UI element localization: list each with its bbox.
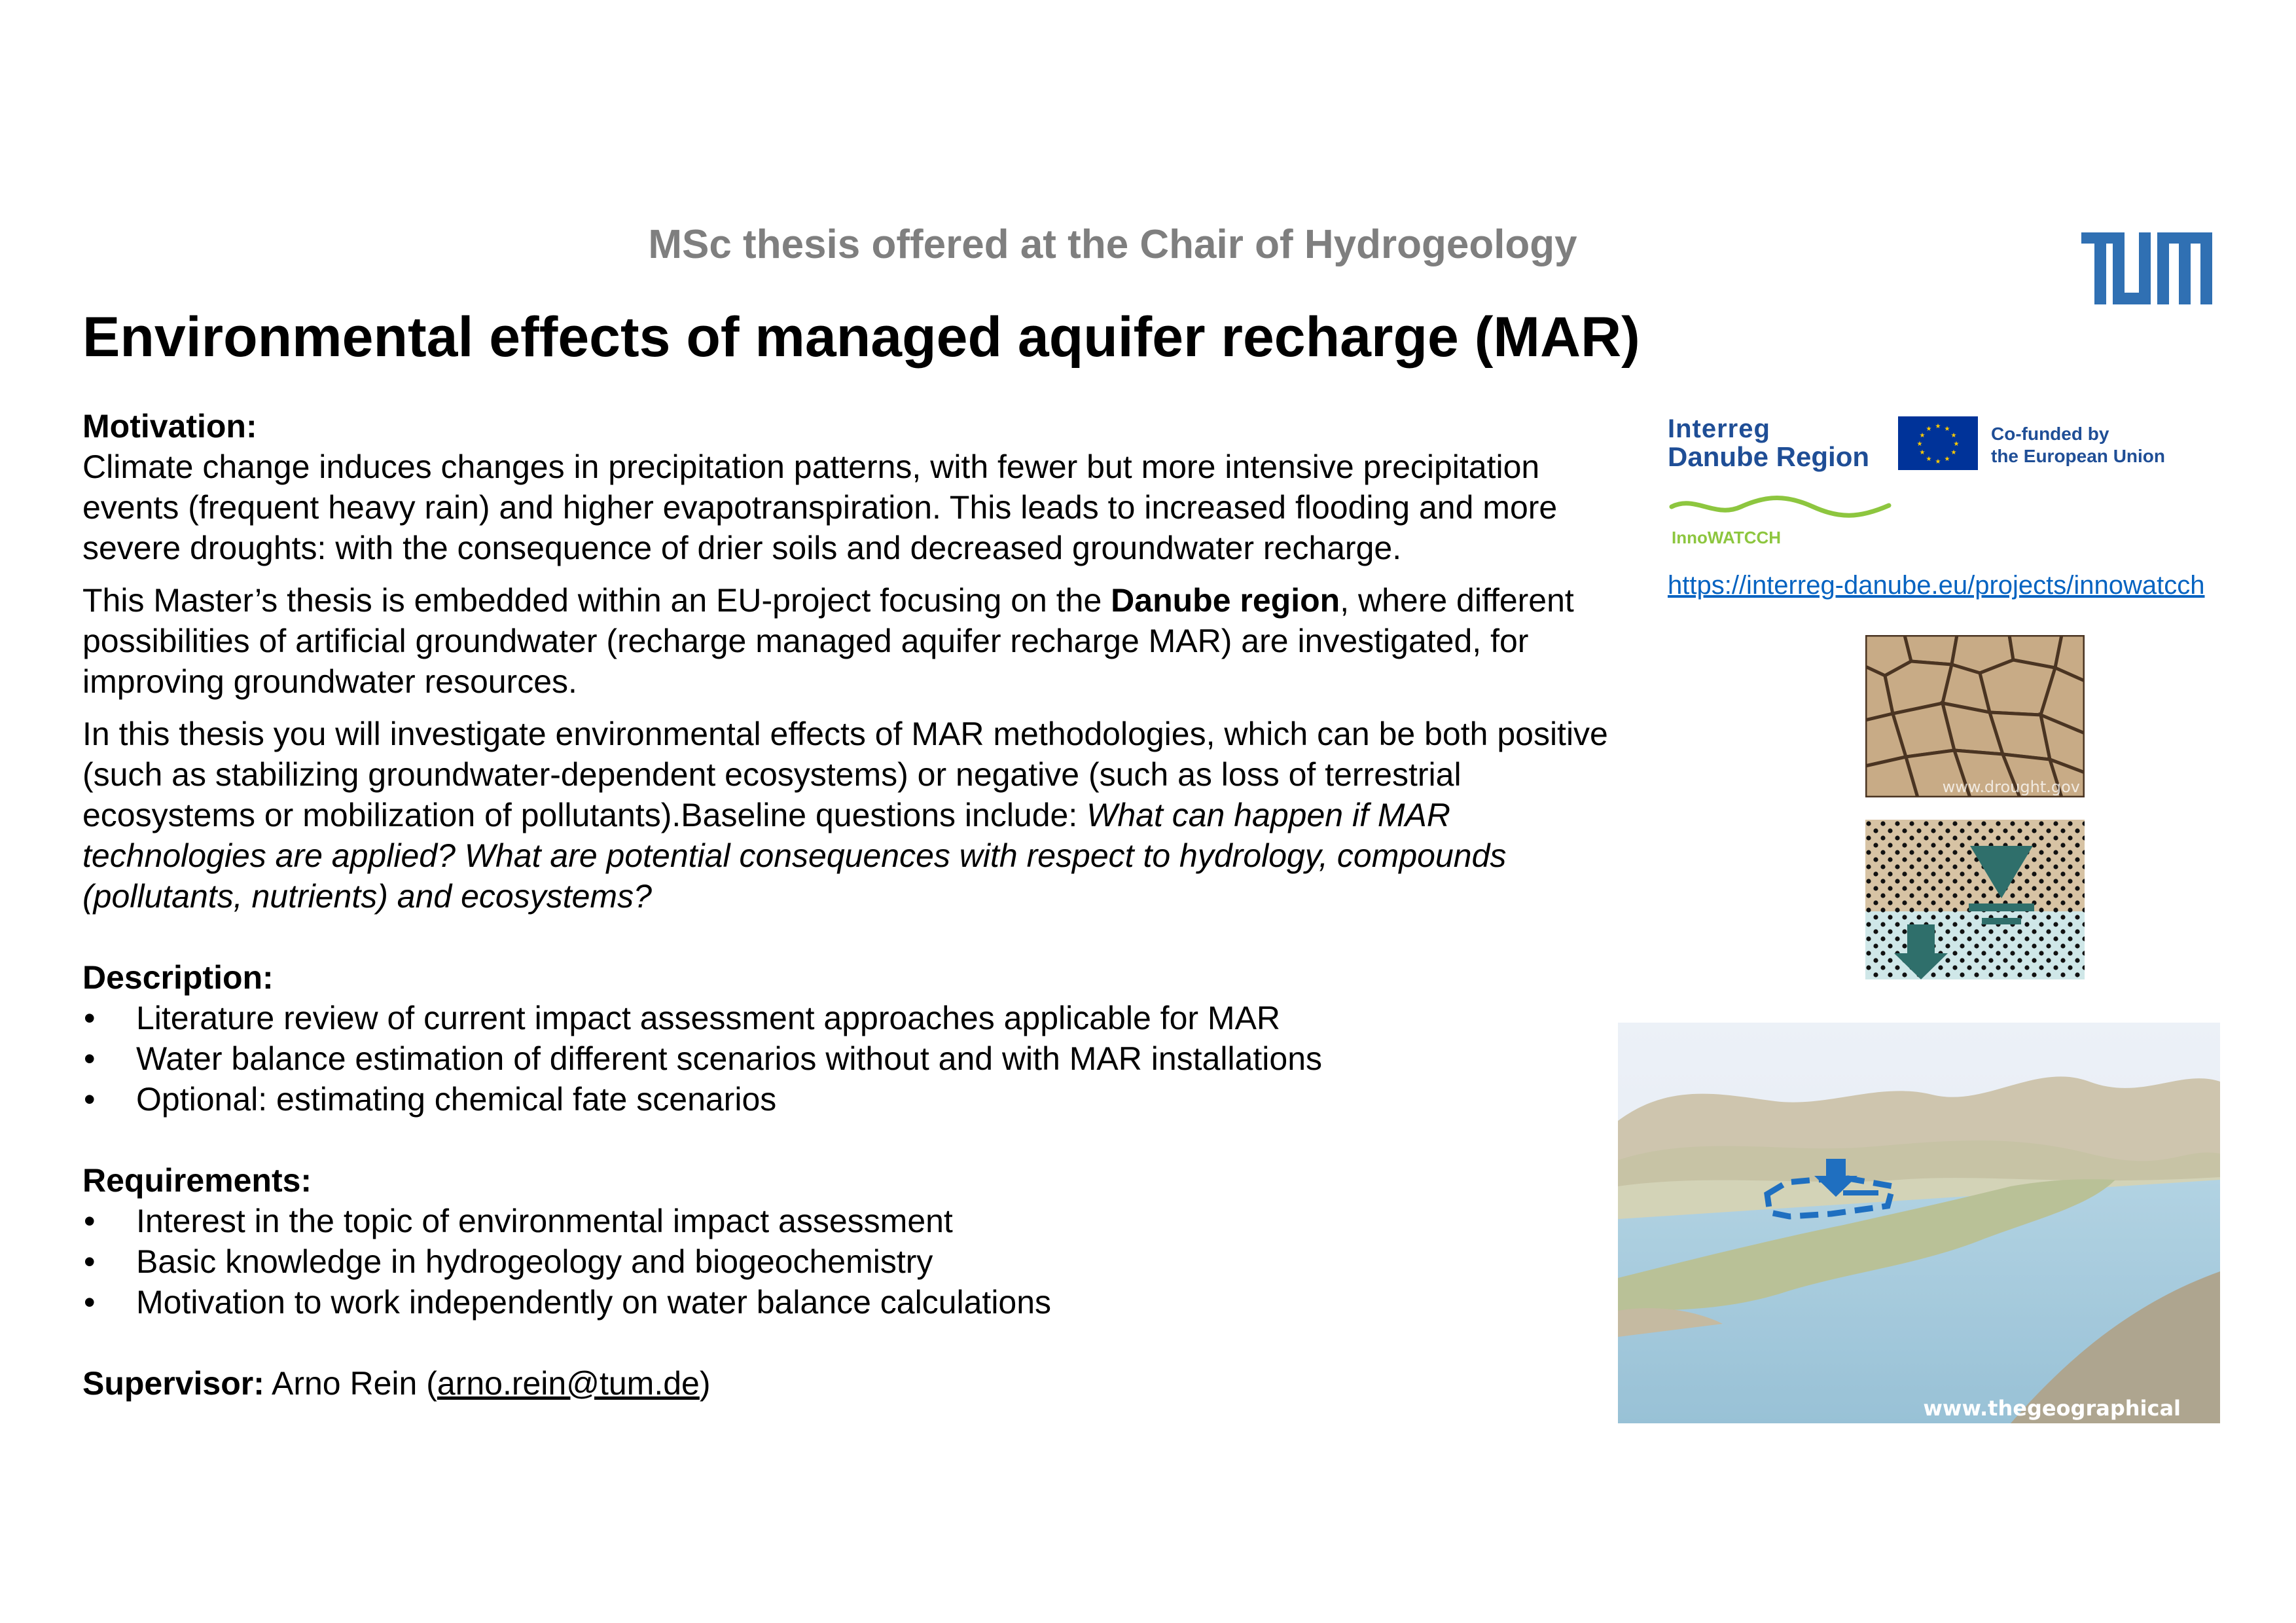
svg-text:★: ★ <box>1950 432 1957 439</box>
danube-landscape-photo <box>1618 1023 2220 1423</box>
svg-text:★: ★ <box>1926 456 1932 463</box>
page-title: Environmental effects of managed aquifer recharge (MAR) <box>82 306 1640 369</box>
p2-text-a: This Master’s thesis is embedded within an EU-project focusing on the <box>82 582 1111 619</box>
tum-logo <box>2081 232 2212 304</box>
svg-text:★: ★ <box>1919 449 1926 456</box>
svg-text:★: ★ <box>1926 426 1932 433</box>
p3-text: In this thesis you will investigate environmental effects of MAR methodologies, which can be both positive (such as stabilizing groundwater-dependent ecosystems) or negative (such as loss of terrestrial ecosystems or mobilization of pollutants).Baseline questions include: <box>82 716 1608 833</box>
page-subtitle: MSc thesis offered at the Chair of Hydrogeology <box>648 222 1577 267</box>
interreg-logo <box>1668 416 1869 473</box>
supervisor-label: Supervisor: <box>82 1365 264 1402</box>
project-link[interactable]: https://interreg-danube.eu/projects/innowatcch <box>1668 571 2205 600</box>
motivation-paragraph-2 <box>82 580 1614 702</box>
danube-image-credit: www.thegeographical <box>1923 1396 2181 1421</box>
supervisor-line <box>82 1363 1614 1404</box>
svg-text:★: ★ <box>1935 423 1941 430</box>
svg-text:★: ★ <box>1944 456 1950 463</box>
list-item: • Optional: estimating chemical fate scenarios <box>82 1079 1614 1120</box>
list-item: • Interest in the topic of environmental impact assessment <box>82 1201 1614 1241</box>
requirements-list <box>82 1201 1614 1322</box>
supervisor-close: ) <box>699 1365 711 1402</box>
danube-region-bold: Danube region <box>1111 582 1340 619</box>
svg-text:★: ★ <box>1916 441 1923 448</box>
svg-text:★: ★ <box>1919 432 1926 439</box>
motivation-paragraph-3 <box>82 714 1614 917</box>
drought-cracked-soil-image <box>1865 635 2085 797</box>
list-item: • Basic knowledge in hydrogeology and biogeochemistry <box>82 1241 1614 1282</box>
main-content <box>82 406 1614 1404</box>
interreg-logo-line1: Interreg <box>1668 414 1770 443</box>
list-item: • Water balance estimation of different scenarios without and with MAR installations <box>82 1038 1614 1079</box>
baseline-questions: What can happen if MAR technologies are applied? What are potential consequences with respect to hydrology, compounds (pollutants, nutrients) and ecosystems? <box>82 797 1507 915</box>
svg-text:★: ★ <box>1935 458 1941 465</box>
svg-text:★: ★ <box>1950 449 1957 456</box>
svg-text:★: ★ <box>1944 426 1950 433</box>
mar-infiltration-icon <box>1865 820 2085 979</box>
eu-flag-icon <box>1898 416 1978 470</box>
list-item: • Motivation to work independently on water balance calculations <box>82 1282 1614 1322</box>
innowatcch-logo-text: InnoWATCCH <box>1672 528 1782 547</box>
p2-text-b: , where different possibilities of artificial groundwater (recharge managed aquifer recharge MAR) are investigated, for improving groundwater resources. <box>82 582 1574 700</box>
description-heading: Description: <box>82 959 274 996</box>
motivation-paragraph-1: Climate change induces changes in precipitation patterns, with fewer but more intensive precipitation events (frequent heavy rain) and higher evapotranspiration. This leads to increased flooding and more severe droughts: with the consequence of drier soils and decreased groundwater recharge. <box>82 448 1558 566</box>
requirements-heading: Requirements: <box>82 1162 312 1199</box>
list-item: • Literature review of current impact assessment approaches applicable for MAR <box>82 998 1614 1038</box>
svg-text:★: ★ <box>1953 441 1960 448</box>
motivation-heading: Motivation: <box>82 408 257 445</box>
eu-text-line2: the European Union <box>1991 446 2165 466</box>
interreg-logo-line2: Danube Region <box>1668 441 1870 472</box>
drought-image-credit: www.drought.gov <box>1942 778 2080 796</box>
innowatcch-logo <box>1669 492 1892 551</box>
description-list <box>82 998 1614 1120</box>
supervisor-name: Arno Rein ( <box>264 1365 437 1402</box>
eu-cofunded-text <box>1991 423 2165 467</box>
eu-text-line1: Co-funded by <box>1991 424 2109 444</box>
supervisor-email-link[interactable]: arno.rein@tum.de <box>437 1365 700 1402</box>
